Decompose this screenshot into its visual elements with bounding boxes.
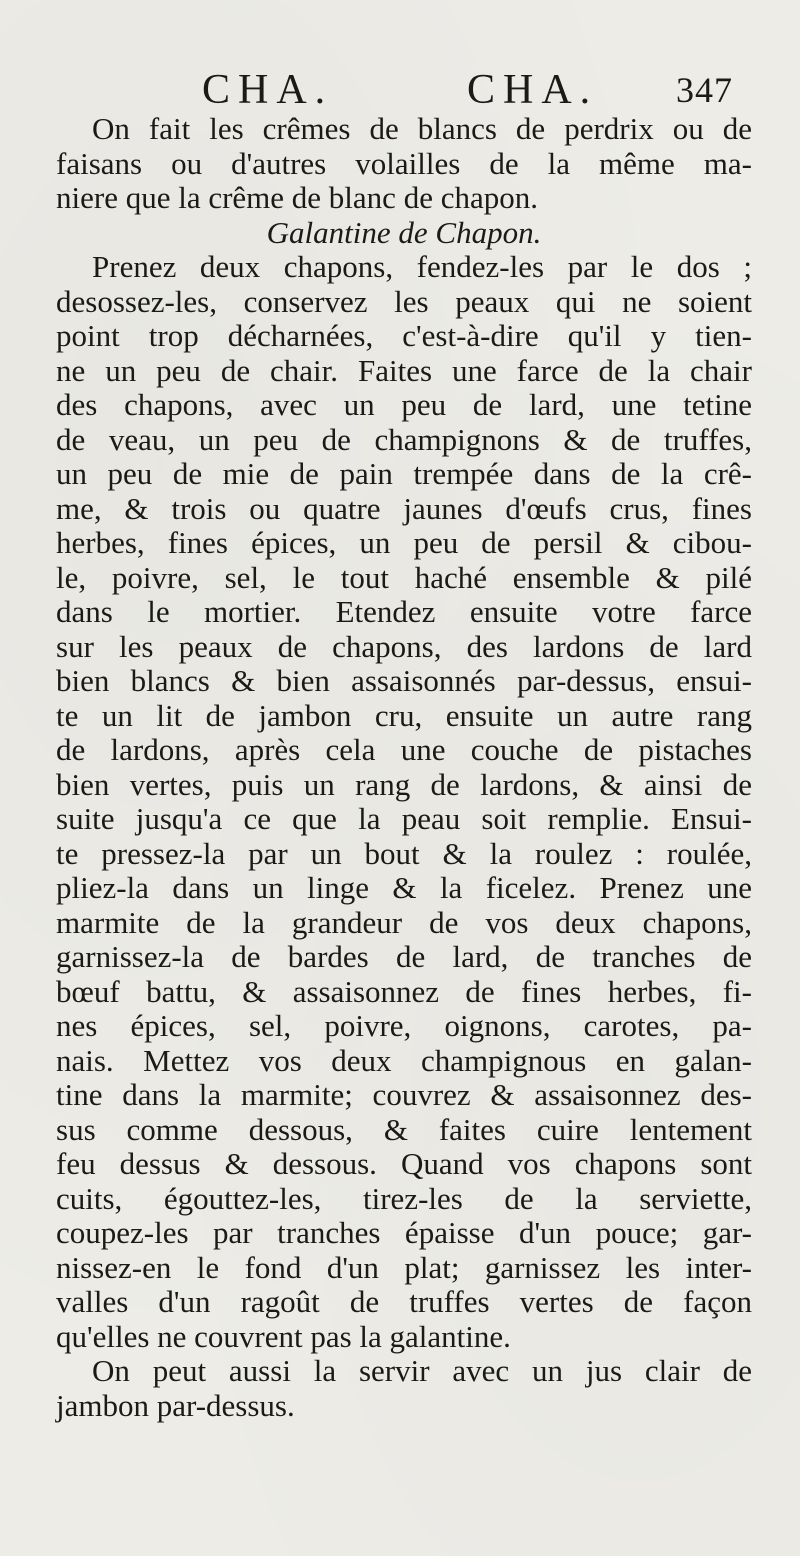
text-line: nissez-en le fond d'un plat; garnissez les inter- [56,1249,752,1285]
text-line: suite jusqu'a ce que la peau soit remplie. Ensui- [56,801,752,836]
text-line: tine dans la marmite; couvrez & assaisonnez des- [56,1077,752,1112]
body-text [56,112,752,1423]
text-line: de lardons, après cela une couche de pistaches [56,732,752,767]
text-line: coupez-les par tranches épaisse d'un pouce; gar- [56,1215,752,1250]
text-line: de veau, un peu de champignons & de truffes, [56,421,752,457]
text-line: bien vertes, puis un rang de lardons, & ainsi de [56,766,752,802]
text-line: nes épices, sel, poivre, oignons, carotes, pa- [56,1008,752,1043]
text-line: jambon par-dessus. [56,1387,295,1423]
text-line: pliez-la dans un linge & la ficelez. Prenez une [56,870,752,905]
text-line: nais. Mettez vos deux champignous en galan- [56,1042,752,1078]
text-line: On fait les crêmes de blancs de perdrix ou de [92,111,752,146]
text-line: un peu de mie de pain trempée dans de la crê- [56,456,752,491]
text-line: me, & trois ou quatre jaunes d'œufs crus, fines [56,490,752,526]
text-line: le, poivre, sel, le tout haché ensemble & pilé [56,559,752,595]
text-line: sus comme dessous, & faites cuire lentement [56,1111,752,1147]
text-line: Prenez deux chapons, fendez-les par le dos ; [92,249,752,284]
text-line: niere que la crême de blanc de chapon. [56,180,538,215]
text-line: qu'elles ne couvrent pas la galantine. [56,1318,511,1354]
text-line: faisans ou d'autres volailles de la même ma- [56,145,752,181]
text-line: valles d'un ragoût de truffes vertes de façon [56,1284,752,1319]
text-line: te pressez-la par un bout & la roulez : roulée, [56,835,752,871]
running-head-right: CHA. [467,67,599,113]
text-line: desossez-les, conservez les peaux qui ne soient [56,283,752,319]
text-line: On peut aussi la servir avec un jus clair de [92,1353,752,1388]
text-line: cuits, égouttez-les, tirez-les de la serviette, [56,1180,752,1216]
running-head-left: CHA. [202,67,334,113]
running-head [0,62,800,118]
text-line: herbes, fines épices, un peu de persil & cibou- [56,525,752,560]
text-line: bœuf battu, & assaisonnez de fines herbes, fi- [56,973,752,1009]
text-line: marmite de la grandeur de vos deux chapons, [56,904,752,940]
text-line: sur les peaux de chapons, des lardons de lard [56,628,752,664]
text-line: garnissez-la de bardes de lard, de tranches de [56,939,752,974]
text-line: ne un peu de chair. Faites une farce de la chair [56,352,752,388]
text-line: bien blancs & bien assaisonnés par-dessus, ensui- [56,663,752,698]
text-line: point trop décharnées, c'est-à-dire qu'il y tien- [56,318,752,353]
text-line: feu dessus & dessous. Quand vos chapons sont [56,1146,752,1181]
text-line: dans le mortier. Etendez ensuite votre farce [56,594,752,629]
section-heading: Galantine de Chapon. [266,214,542,250]
text-line: te un lit de jambon cru, ensuite un autre rang [56,697,752,733]
page-number: 347 [676,70,733,110]
text-line: des chapons, avec un peu de lard, une tetine [56,387,752,422]
